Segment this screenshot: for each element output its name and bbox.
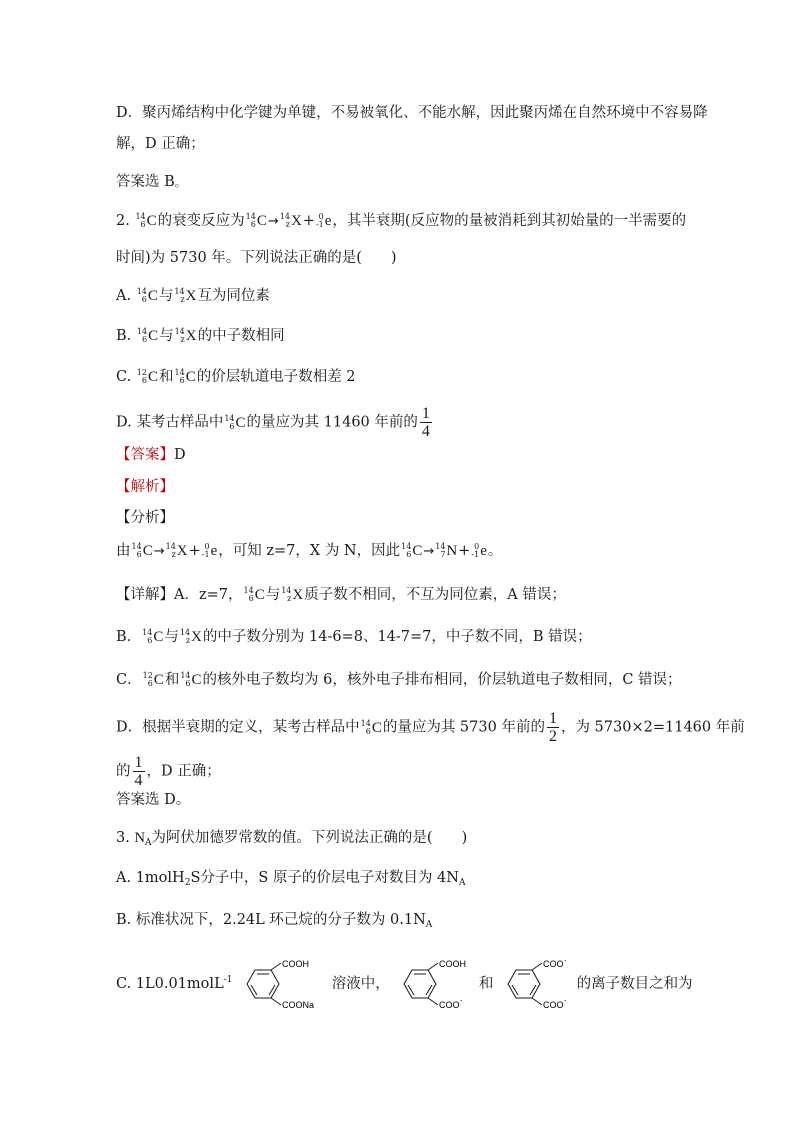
nuclide-n14: 14 7 N <box>435 542 458 559</box>
nuclide-x14: 14 z X <box>165 542 188 559</box>
fraction-quarter: $\frac{1}{4}$ <box>134 754 143 789</box>
nuclide-electron: 0 -1 e <box>471 542 487 559</box>
nuclide-c14: 14 6 C <box>131 542 153 559</box>
group-label: COONa <box>282 1000 315 1009</box>
stem-text: 的衰变反应为 <box>157 213 245 229</box>
charge-label: - <box>564 998 567 1005</box>
option-d: D. 某考古样品中 14 6 C的量应为其 11460 年前的 $\frac{1}{4}$ <box>116 405 430 440</box>
stem-text: ，其半衰期(反应物的量被消耗到其初始量的一半需要的 <box>332 213 687 229</box>
answer-dot: 。 <box>174 176 186 189</box>
text-line: 解，D 正确； <box>116 136 205 152</box>
option-c: C. 12 6 C和 14 6 C的价层轨道电子数相差 2 <box>116 368 356 385</box>
molecule-hydrogen-phthalate-ion <box>394 959 474 1009</box>
text-line: 时间)为 5730 年。下列说法正确的是( ) <box>116 250 397 266</box>
nuclide-x14: 14 z X <box>179 628 202 645</box>
nuclide-x14: 14 z X <box>279 212 302 229</box>
reaction-arrow: → <box>423 544 435 559</box>
nuclide-x14: 14 z X <box>174 287 197 304</box>
nuclide-c14: 14 6 C <box>142 628 164 645</box>
nuclide-c12: 12 6 C <box>142 671 164 688</box>
detail-d-cont: 的 $\frac{1}{4}$ ，D 正确； <box>116 754 221 789</box>
q3-option-a: A. 1molH$_2$S分子中，S 原子的价层电子对数目为 $4N_A$ <box>116 870 466 888</box>
nuclide-c14: 14 6 C <box>245 212 267 229</box>
molecule-potassium-hydrogen-phthalate <box>237 959 327 1009</box>
answer-text: 答案选 B <box>116 174 175 190</box>
nuclide-electron: 0 -1 e <box>315 212 332 229</box>
group-label: COO <box>543 1000 564 1009</box>
fraction-quarter: $\frac{1}{4}$ <box>421 405 430 440</box>
answer-tag: 【答案】 <box>116 447 174 463</box>
group-label: COOH <box>439 959 467 969</box>
nuclide-c14: 14 6 C <box>243 586 265 603</box>
group-label: COO <box>543 959 564 969</box>
nuclide-x14: 14 z X <box>281 586 304 603</box>
nuclide-c14: 14 6 C <box>174 368 196 385</box>
detail-b: B． 14 6 C与 14 z X的中子数分别为 14-6=8、14-7=7，中子数不同，B 错误； <box>116 628 592 645</box>
nuclide-c14: 14 6 C <box>224 413 246 431</box>
nuclide-c14: 14 6 C <box>136 327 159 344</box>
molecule-phthalate-ion <box>498 959 572 1009</box>
analysis-tag: 【解析】 <box>116 479 174 495</box>
question-2-stem <box>116 211 686 232</box>
answer-line <box>116 445 186 465</box>
nuclide-c14: 14 6 C <box>401 542 423 559</box>
detail-c: C． 12 6 C和 14 6 C的核外电子数均为 6，核外电子排布相同，价层轨道电子数相同，C 错误； <box>116 671 682 688</box>
detail-d: D．根据半衰期的定义，某考古样品中 14 6 C的量应为其 5730 年前的 $\frac{1}{2}$ ，为 5730×2=11460 年前 <box>116 710 745 745</box>
question-3-stem: 3. $N_A$为阿伏加德罗常数的值。下列说法正确的是( ) <box>116 830 468 848</box>
detail-a: 【详解】A．z=7， 14 6 C与 14 z X质子数不相同，不互为同位素，A 错误； <box>116 586 566 603</box>
q3-option-c: C. 1L0.01molL$^{-1}$ COOH COONa 溶液中， COOH COO - 和 COO - COO - 的离子数目之和为 <box>116 959 693 1009</box>
nuclide-c14: 14 6 C <box>360 718 382 736</box>
charge-label: - <box>460 998 463 1005</box>
nuclide-c14: 14 6 C <box>136 287 158 304</box>
group-label: COOH <box>282 959 310 969</box>
nuclide-c12: 12 6 C <box>136 368 158 385</box>
plus-sign: + <box>302 213 315 229</box>
fenxi-line: 由 14 6 C→ 14 z X+ 0 -1 e，可知 z=7，X 为 N，因此 14 6 C→ 14 7 N+ 0 -1 e。 <box>116 542 503 559</box>
question-number: 2. <box>116 213 130 229</box>
option-b: B. 14 6 C与 14 z X的中子数相同 <box>116 327 285 344</box>
detail-tag: 【详解】 <box>116 587 174 603</box>
answer-text: 答案选 D。 <box>116 792 191 808</box>
nuclide-c14: 14 6 C <box>180 671 202 688</box>
group-label: COO <box>439 1000 460 1009</box>
text-line <box>116 172 186 193</box>
option-a: A. 14 6 C与 14 z X互为同位素 <box>116 287 270 304</box>
answer-value: D <box>174 447 186 463</box>
fenxi-tag: 【分析】 <box>116 510 174 526</box>
q3-option-b: B. 标准状况下，2.24L 环己烷的分子数为 $0.1N_A$ <box>116 912 433 930</box>
nuclide-electron: 0 -1 e <box>201 542 218 559</box>
reaction-arrow: → <box>153 544 165 559</box>
reaction-arrow: → <box>267 214 279 229</box>
nuclide-c14: 14 6 C <box>135 212 157 229</box>
charge-label: - <box>564 959 567 965</box>
nuclide-x14: 14 z X <box>174 327 197 344</box>
fraction-half: $\frac{1}{2}$ <box>548 710 557 745</box>
text-line: D．聚丙烯结构中化学键为单键，不易被氧化、不能水解，因此聚丙烯在自然环境中不容易降 <box>116 105 708 121</box>
